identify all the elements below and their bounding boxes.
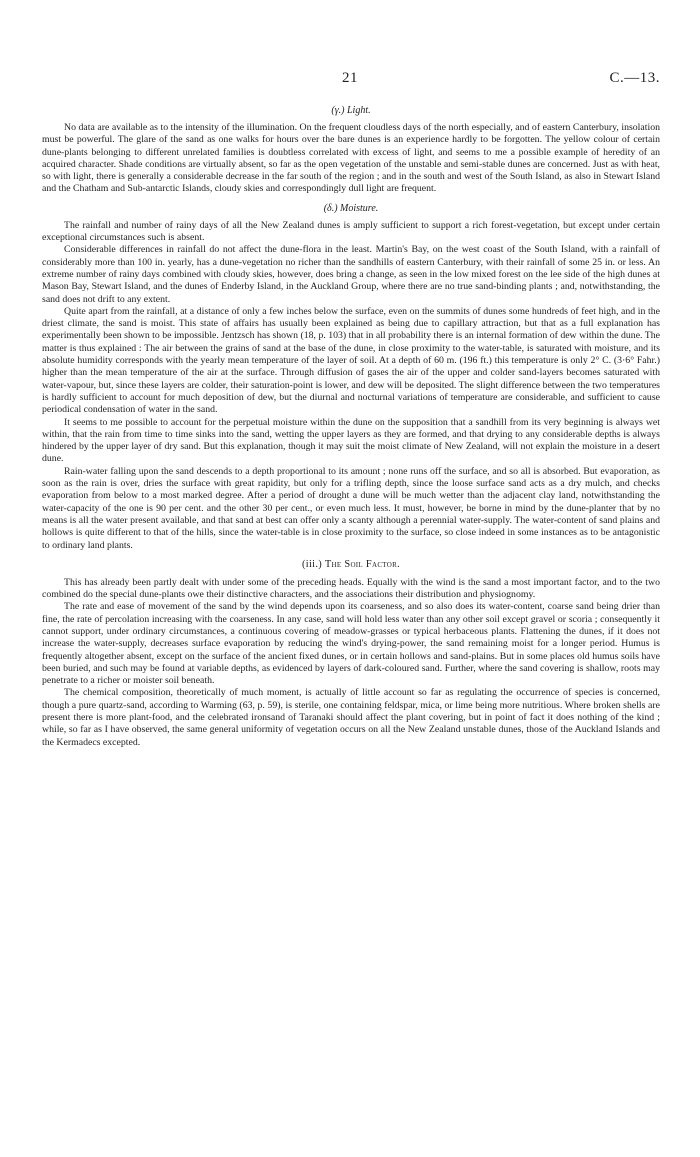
moisture-paragraph-1: The rainfall and number of rainy days of all the New Zealand dunes is amply sufficient to support a rich forest-vegetation, but except under certain exceptional circumstances such is absent. xyxy=(42,219,660,244)
moisture-paragraph-5: Rain-water falling upon the sand descends to a depth proportional to its amount ; none runs off the surface, and so all is absorbed. But evaporation, as soon as the rain is over, dries the surface with great rapidity, but only for a trifling depth, since the loose surface sand acts as a dry mulch, and checks evaporation from below to a most marked degree. After a period of drought a dune will be much wetter than the adjacent clay land, notwithstanding the water-capacity of the one is 90 per cent. and the other 30 per cent., or even much less. It must, however, be borne in mind by the dune-planter that by no means is all the water present available, and that sand at best can offer only a scanty although a perennial water-supply. The water-content of sand plains and hollows is quite different to that of the hills, since the water-table is in close proximity to the surface, so close indeed in some instances as to be antagonistic to ordinary land plants. xyxy=(42,465,660,551)
moisture-heading: (δ.) Moisture. xyxy=(323,202,379,214)
moisture-paragraph-2: Considerable differences in rainfall do not affect the dune-flora in the least. Martin's Bay, on the west coast of the South Island, with a rainfall of considerably more than 100 in. yearly, has a dune-vegetation no richer than the sandhills of eastern Canterbury, with their rainfall of some 25 in. or less. An extreme number of rainy days combined with cloudy skies, however, does bring a change, as seen in the low mixed forest on the lee side of the high dunes at Mason Bay, Stewart Island, and the dunes of Enderby Island, in the Auckland Group, where there are no true sand-binding plants ; and, notwithstanding, the sand does not drift to any extent. xyxy=(42,244,660,305)
moisture-paragraph-3: Quite apart from the rainfall, at a distance of only a few inches below the surface, even on the summits of dunes some hundreds of feet high, and in the driest climate, the sand is moist. This state of affairs has usually been explained as being due to capillary attraction, but that as a full explanation has experimentally been shown to be impossible. Jentzsch has shown (18, p. 103) that in all probability there is an internal formation of dew within the dune. The matter is thus explained : The air between the grains of sand at the base of the dune, in close proximity to the water-table, is saturated with moisture, and its absolute humidity corresponds with the yearly mean temperature of the layer of soil. At a depth of 60 m. (196 ft.) this temperature is only 2° C. (3·6° Fahr.) higher than the mean temperature of the air at the surface. Through diffusion of gases the air of the upper and colder sand-layers becomes saturated with water-vapour, but, since these layers are colder, their saturation-point is lower, and dew will be deposited. The slight difference between the two temperatures is hardly sufficient to account for much deposition of dew, but the diurnal and nocturnal variations of temperature are considerable, and sufficient to cause periodical condensation of water in the sand. xyxy=(42,305,660,416)
body-text xyxy=(42,104,660,749)
soil-factor-heading xyxy=(42,558,660,572)
light-paragraph-1: No data are available as to the intensity of the illumination. On the frequent cloudless days of the north especially, and of eastern Canterbury, insolation must be powerful. The glare of the sand as one walks for hours over the bare dunes is an experience hardly to be forgotten. The yellow colour of certain dune-plants belonging to different unrelated families is doubtless correlated with excess of light, and seems to me a possible example of heredity of an acquired character. Shade conditions are virtually absent, so far as the open vegetation of the unstable and semi-stable dunes are concerned. Just as with heat, so with light, there is generally a considerable decrease in the far south of the region ; and in the south and west of the South Island, as also in Stewart Island and the Chatham and Sub-antarctic Islands, cloudy skies and correspondingly dull light are frequent. xyxy=(42,122,660,195)
page-number: 21 xyxy=(342,70,358,86)
soil-paragraph-3: The chemical composition, theoretically of much moment, is actually of little account so far as regulating the occurrence of species is concerned, though a pure quartz-sand, according to Warming (63, p. 59), is sterile, one containing feldspar, mica, or lime being more nutritious. Where broken shells are present there is more plant-food, and the celebrated ironsand of Taranaki should affect the plant covering, but in point of fact it does nothing of the kind ; while, so far as I have observed, the same general uniformity of vegetation occurs on all the New Zealand unstable dunes, those of the Auckland Islands and the Kermadecs excepted. xyxy=(42,687,660,748)
soil-paragraph-1: This has already been partly dealt with under some of the preceding heads. Equally with the wind is the sand a most important factor, and to the two combined do the special dune-plants owe their distinctive characters, and the associations their distribution and physiognomy. xyxy=(42,576,660,601)
light-heading: (γ.) Light. xyxy=(331,105,371,116)
soil-heading-number: (iii.) xyxy=(302,558,322,570)
moisture-paragraph-4: It seems to me possible to account for the perpetual moisture within the dune on the supposition that a sandhill from its very beginning is always wet within, that the rain from time to time sinks into the sand, wetting the upper layers as they are formed, and that drying to any considerable depths is always hindered by the upper layer of dry sand. But this explanation, though it may suit the moist climate of New Zealand, will not explain the moisture in a desert dune. xyxy=(42,416,660,465)
soil-heading-title: The Soil Factor. xyxy=(324,558,400,570)
document-reference: C.—13. xyxy=(609,70,660,86)
soil-paragraph-2: The rate and ease of movement of the sand by the wind depends upon its coarseness, and so also does its water-content, coarse sand being drier than fine, the rate of percolation increasing with the coarseness. In any case, sand will hold less water than any other soil except gravel or scoria ; consequently it cannot support, under ordinary circumstances, a continuous covering of meadow-grasses or typical herbaceous plants. Flattening the dunes, if it does not increase the water-supply, decreases surface evaporation by reducing the wind's drying-power, the sand remaining moist for a longer period. Humus is frequently altogether absent, except on the surface of the ancient fixed dunes, or in certain hollows and sand-plains. But in some places old humus soils have been buried, and such may be found at variable depths, as evidenced by layers of dark-coloured sand. Further, where the sand covering is shallow, roots may penetrate to a richer or moister soil beneath. xyxy=(42,601,660,687)
